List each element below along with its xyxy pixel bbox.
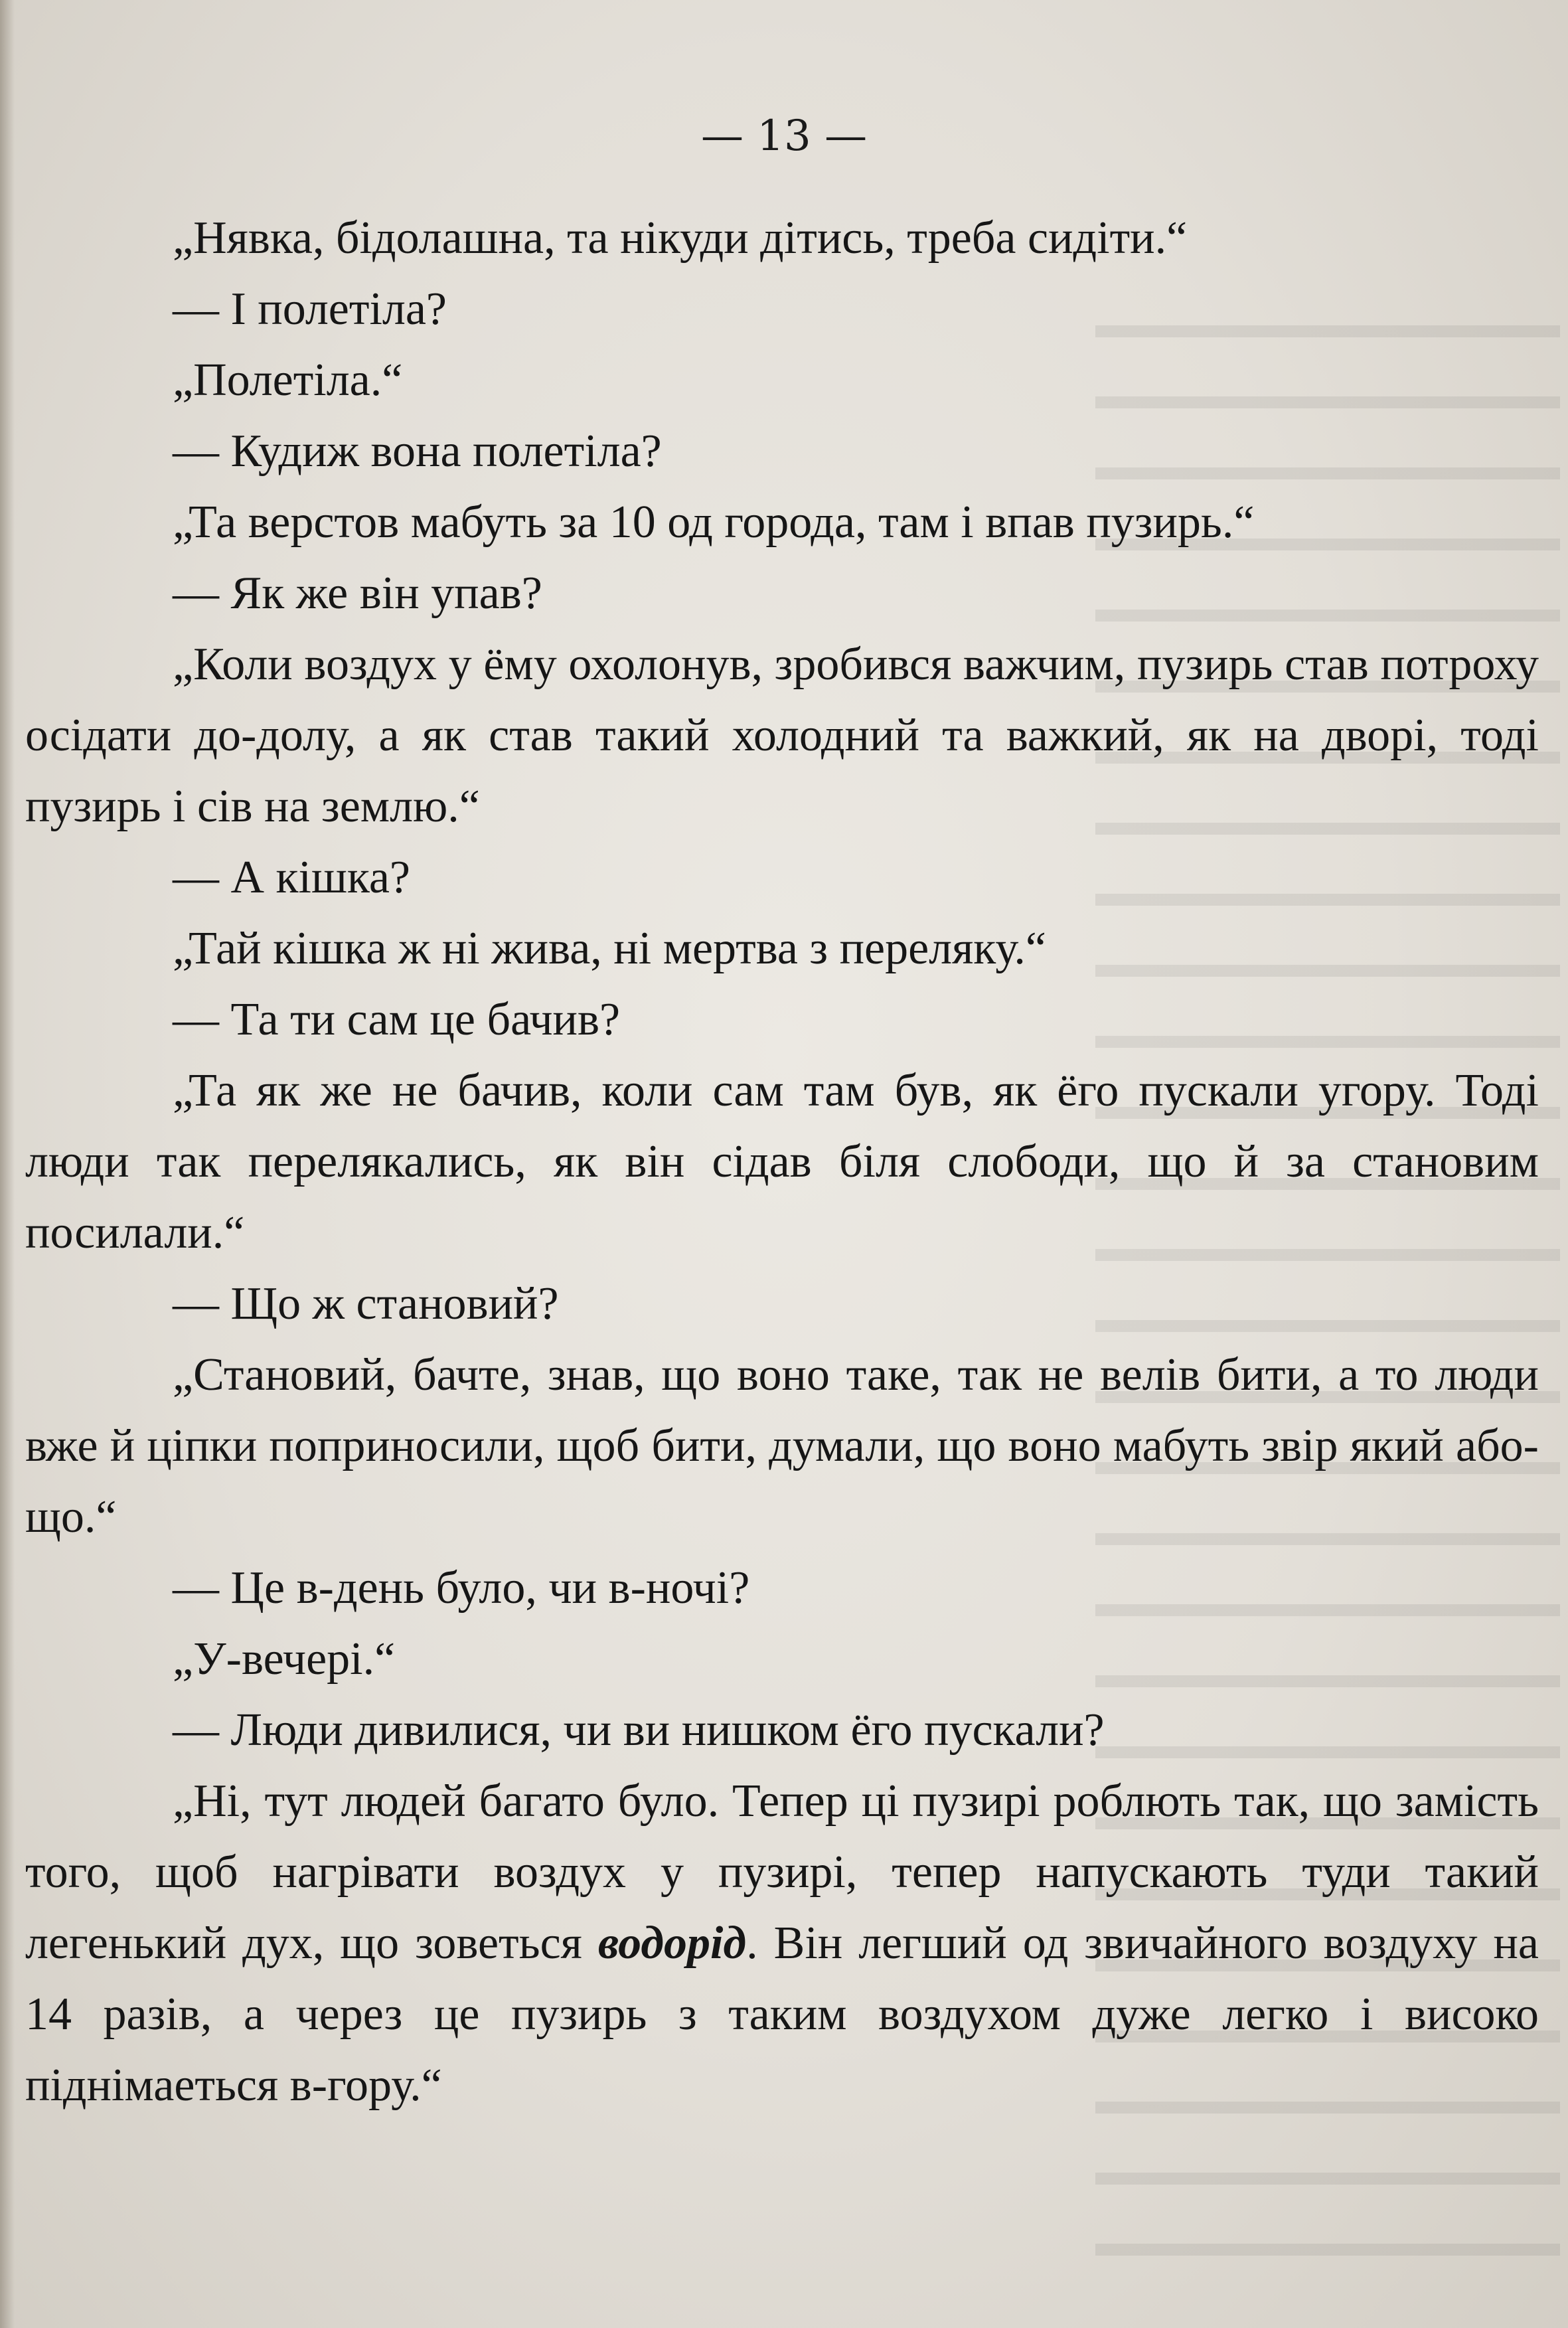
paragraph: — Кудиж вона полетіла?	[173, 426, 662, 477]
paragraph: — Як же він упав?	[173, 568, 542, 619]
paragraph: „У-вечері.“	[173, 1633, 396, 1685]
paragraph: — І полетіла?	[173, 284, 447, 335]
paragraph: „Коли воздух у ёму охолонув, зробився важчим, пузирь став потроху осідати до-долу, а як став такий холодний та важкий, як на дворі, тоді пузирь і сів на землю.“	[25, 639, 1539, 832]
paragraph: — Це в-день було, чи в-ночі?	[173, 1562, 750, 1614]
page-edge-shadow	[0, 0, 15, 2328]
paragraph: — А кішка?	[173, 852, 410, 903]
paragraph-text: „Ні, тут людей багато було. Тепер ці пузирі роблють так, що замість того, щоб нагрівати воздух у пузирі, тепер напускають туди такий легенький дух, що зоветься	[25, 1776, 1539, 1969]
paragraph: „Та верстов мабуть за 10 од города, там і впав пузирь.“	[173, 497, 1255, 548]
paragraph: „Нявка, бідолашна, та нікуди дітись, треба сидіти.“	[173, 212, 1188, 264]
paragraph: „Та як же не бачив, коли сам там був, як ёго пускали угору. Тоді люди так перелякались, як він сідав біля слободи, що й за становим посилали.“	[25, 1065, 1539, 1258]
paragraph: „Полетіла.“	[173, 355, 403, 406]
paragraph-text: . Він легший од звичайного воздуху на 14 разів, а через це пузирь з таким воздухом дуже легко і високо піднімаеться в-гору.“	[25, 1918, 1539, 2111]
paragraph: — Що ж становий?	[173, 1278, 559, 1329]
emphasized-term: водорід	[597, 1918, 747, 1969]
page-number: — 13 —	[700, 112, 868, 161]
body-text	[25, 203, 1539, 2121]
paragraph: — Та ти сам це бачив?	[173, 994, 621, 1045]
paragraph: „Становий, бачте, знав, що воно таке, так не велів бити, а то люди вже й ціпки поприносили, щоб бити, думали, що воно мабуть звір який або-що.“	[25, 1349, 1539, 1542]
paragraph	[25, 1766, 1539, 2121]
paragraph: „Тай кішка ж ні жива, ні мертва з переляку.“	[173, 923, 1046, 974]
paragraph: — Люди дивилися, чи ви нишком ёго пускали?	[173, 1704, 1105, 1756]
